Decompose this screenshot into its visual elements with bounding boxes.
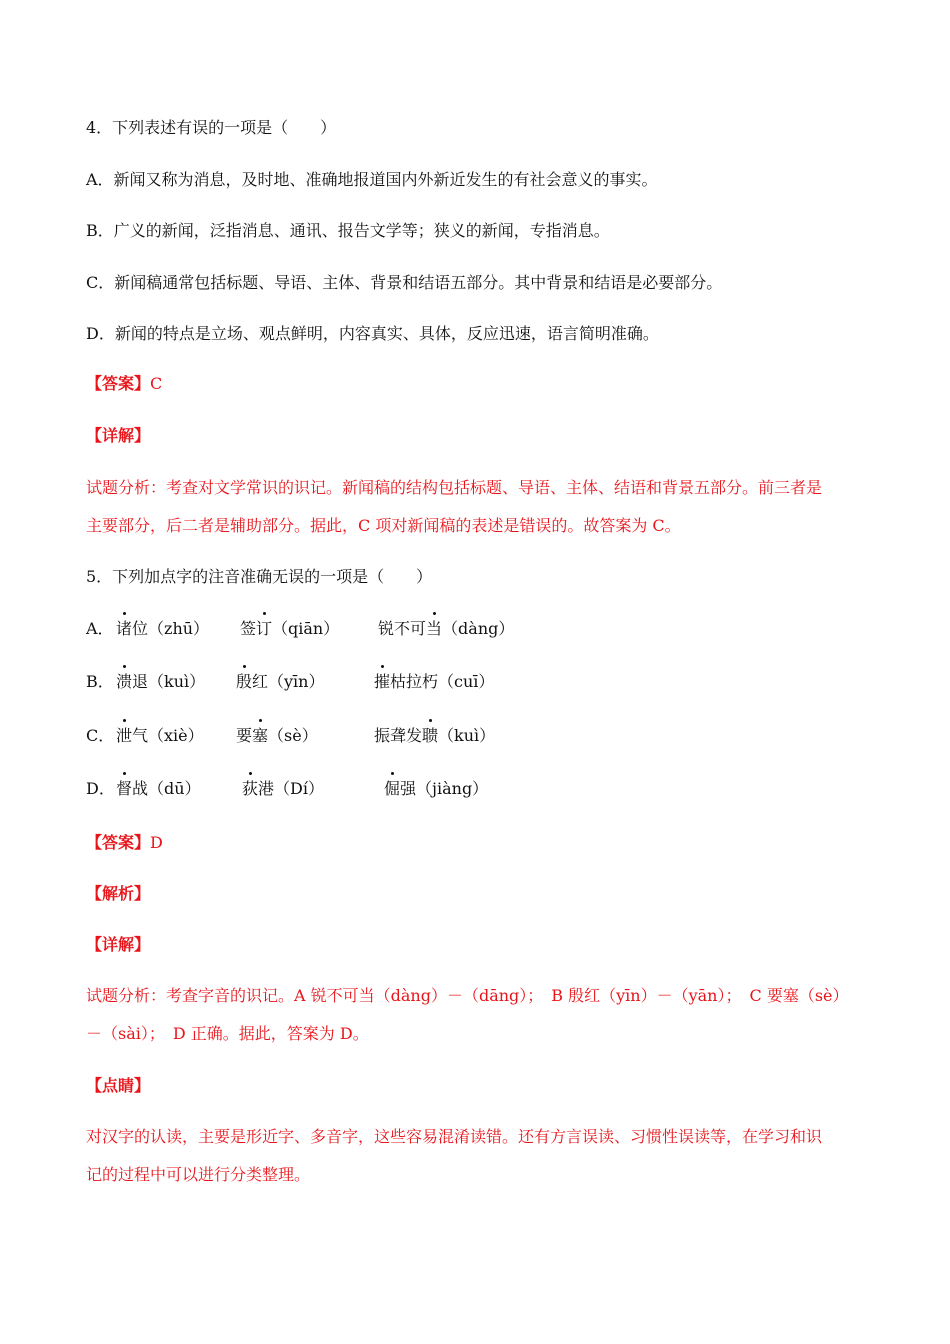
item-text: 战（dū）	[132, 779, 201, 798]
q5-answer	[86, 833, 163, 853]
q5-option-item	[116, 672, 205, 692]
q4-option-b: B．广义的新闻，泛指消息、通讯、报告文学等；狭义的新闻，专指消息。	[86, 221, 610, 240]
item-text: 退（kuì）	[132, 672, 206, 691]
q4-option-a: A．新闻又称为消息，及时地、准确地报道国内外新近发生的有社会意义的事实。	[86, 170, 658, 189]
q5-option-item	[374, 672, 494, 692]
item-text: （sè）	[268, 726, 318, 745]
q4-answer-label: 【答案】	[86, 374, 151, 393]
item-text: 振聋发	[374, 726, 423, 745]
q5-option-letter: C．	[86, 726, 115, 745]
emphasis-dotted-char: 塞	[252, 726, 269, 745]
q5-option-item	[116, 779, 201, 799]
emphasis-dotted-char: 当	[426, 619, 443, 638]
q5-analysis-line-2: －（sài）； D 正确。据此，答案为 D。	[86, 1024, 369, 1043]
q5-tip-line-1: 对汉字的认读，主要是形近字、多音字，这些容易混淆读错。还有方言误读、习惯性误读等，在学习和识	[86, 1127, 823, 1146]
emphasis-dotted-char: 荻	[242, 779, 259, 798]
q5-option-item	[236, 672, 324, 692]
item-text: 强（jiàng）	[400, 779, 489, 798]
q4-answer-value: C	[150, 374, 163, 393]
q5-option-item	[378, 619, 514, 639]
item-text: （dàng）	[442, 619, 515, 638]
q5-jiexi-label: 【解析】	[86, 884, 151, 903]
item-text: （kuì）	[438, 726, 496, 745]
q5-option-letter: D．	[86, 779, 115, 798]
q5-option-item	[374, 726, 495, 746]
q4-option-d: D．新闻的特点是立场、观点鲜明，内容真实、具体，反应迅速，语言简明准确。	[86, 324, 659, 343]
q4-option-c: C．新闻稿通常包括标题、导语、主体、背景和结语五部分。其中背景和结语是必要部分。	[86, 273, 723, 292]
item-text: 签	[240, 619, 257, 638]
q4-analysis-line-2: 主要部分，后二者是辅助部分。据此，C 项对新闻稿的表述是错误的。故答案为 C。	[86, 516, 681, 535]
q5-answer-value: D	[150, 833, 163, 852]
emphasis-dotted-char: 摧	[374, 672, 391, 691]
item-text: （qiān）	[272, 619, 340, 638]
emphasis-dotted-char: 泄	[116, 726, 133, 745]
q4-stem: 4．下列表述有误的一项是（ ）	[86, 118, 337, 137]
emphasis-dotted-char: 聩	[422, 726, 439, 745]
item-text: 要	[236, 726, 253, 745]
q5-detail-label: 【详解】	[86, 935, 151, 954]
q4-detail-label: 【详解】	[86, 426, 151, 445]
q5-option-letter: A．	[86, 619, 114, 638]
q5-option-item	[242, 779, 324, 799]
emphasis-dotted-char: 诸	[116, 619, 133, 638]
q5-option-item	[240, 619, 339, 639]
q4-answer	[86, 374, 162, 394]
item-text: 气（xiè）	[132, 726, 204, 745]
emphasis-dotted-char: 溃	[116, 672, 133, 691]
q5-stem: 5．下列加点字的注音准确无误的一项是（ ）	[86, 567, 433, 586]
item-text: 位（zhū）	[132, 619, 210, 638]
item-text: 红（yīn）	[252, 672, 325, 691]
emphasis-dotted-char: 殷	[236, 672, 253, 691]
q5-tip-label: 【点睛】	[86, 1076, 151, 1095]
q5-analysis-line-1: 试题分析：考查字音的识记。A 锐不可当（dàng）－（dāng）； B 殷红（yīn）－（yān）； C 要塞（sè）	[86, 986, 849, 1005]
item-text: 枯拉朽（cuī）	[390, 672, 495, 691]
q5-option-item	[116, 726, 204, 746]
q5-option-letter: B．	[86, 672, 114, 691]
q5-tip-line-2: 记的过程中可以进行分类整理。	[86, 1165, 311, 1184]
q4-analysis-line-1: 试题分析：考查对文学常识的识记。新闻稿的结构包括标题、导语、主体、结语和背景五部分。前三者是	[86, 478, 823, 497]
q5-option-item	[236, 726, 318, 746]
q5-answer-label: 【答案】	[86, 833, 151, 852]
emphasis-dotted-char: 倔	[384, 779, 401, 798]
item-text: 锐不可	[378, 619, 427, 638]
item-text: 港（Dí）	[258, 779, 324, 798]
emphasis-dotted-char: 订	[256, 619, 273, 638]
q5-option-item	[384, 779, 488, 799]
q5-option-item	[116, 619, 209, 639]
emphasis-dotted-char: 督	[116, 779, 133, 798]
